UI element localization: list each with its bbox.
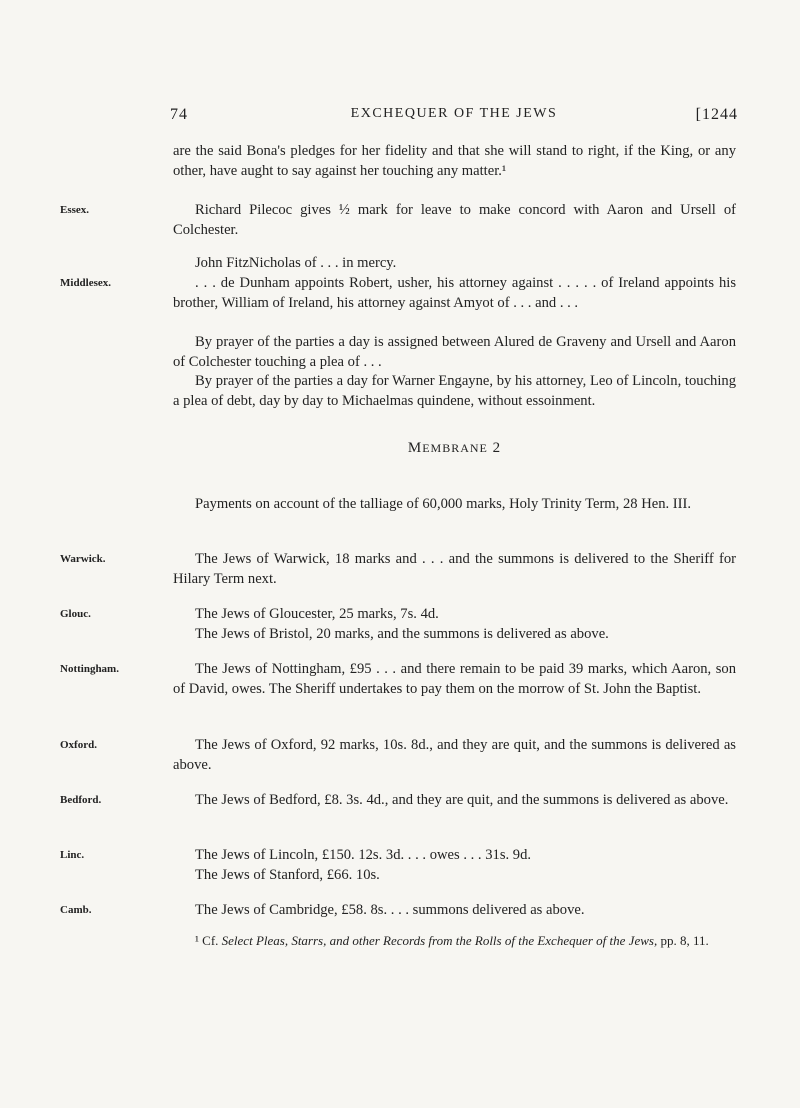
margin-note-linc: Linc. — [60, 849, 85, 861]
footnote-pages: pp. 8, 11. — [660, 933, 709, 948]
paragraph: The Jews of Cambridge, £58. 8s. . . . summons delivered as above. — [195, 902, 585, 918]
paragraph: The Jews of Stanford, £66. 10s. — [195, 867, 380, 883]
paragraph: . . . de Dunham appoints Robert, usher, his attorney against . . . . . of Ireland appoints his brother, William of Ireland, his attorney against Amyot of . . . and . . . — [173, 275, 736, 311]
paragraph: Payments on account of the talliage of 60,000 marks, Holy Trinity Term, 28 Hen. III. — [195, 496, 692, 512]
heading-number: 2 — [492, 440, 502, 456]
page-header — [170, 106, 738, 130]
paragraph: Richard Pilecoc gives ½ mark for leave to make concord with Aaron and Ursell of Colchester. — [173, 202, 736, 238]
margin-note-glouc: Glouc. — [60, 608, 91, 620]
year-marker: [1244 — [695, 106, 738, 123]
footnote — [173, 932, 736, 950]
section-heading — [173, 440, 736, 457]
running-title: EXCHEQUER OF THE JEWS — [350, 106, 558, 121]
footnote-mark: ¹ — [195, 933, 199, 948]
margin-note-essex: Essex. — [60, 204, 90, 216]
margin-note-camb: Camb. — [60, 904, 92, 916]
paragraph: The Jews of Bristol, 20 marks, and the summons is delivered as above. — [195, 626, 609, 642]
margin-note-warwick: Warwick. — [60, 553, 106, 565]
heading-rest: EMBRANE — [422, 441, 488, 455]
paragraph: By prayer of the parties a day for Warner Engayne, by his attorney, Leo of Lincoln, touching a plea of debt, day by day to Michaelmas quindene, without essoinment. — [173, 373, 736, 409]
paragraph: are the said Bona's pledges for her fidelity and that she will stand to right, if the King, or any other, have aught to say against her touching any matter.¹ — [173, 143, 736, 179]
paragraph: The Jews of Bedford, £8. 3s. 4d., and they are quit, and the summons is delivered as above. — [195, 792, 729, 808]
margin-note-middlesex: Middlesex. — [60, 277, 112, 289]
paragraph: The Jews of Gloucester, 25 marks, 7s. 4d. — [195, 606, 439, 622]
paragraph: By prayer of the parties a day is assigned between Alured de Graveny and Ursell and Aaron of Colchester touching a plea of . . . — [173, 334, 736, 370]
margin-note-bedford: Bedford. — [60, 794, 102, 806]
paragraph: John FitzNicholas of . . . in mercy. — [195, 255, 397, 271]
paragraph: The Jews of Lincoln, £150. 12s. 3d. . . . owes . . . 31s. 9d. — [195, 847, 532, 863]
footnote-cf: Cf. — [202, 933, 219, 948]
margin-note-oxford: Oxford. — [60, 739, 97, 751]
page-number: 74 — [170, 106, 188, 123]
footnote-title: Select Pleas, Starrs, and other Records from the Rolls of the Exchequer of the Jews, — [221, 933, 658, 948]
margin-note-nottingham: Nottingham. — [60, 663, 119, 675]
paragraph: The Jews of Oxford, 92 marks, 10s. 8d., and they are quit, and the summons is delivered as above. — [173, 737, 736, 773]
heading-initial: M — [407, 440, 423, 456]
paragraph: The Jews of Warwick, 18 marks and . . . and the summons is delivered to the Sheriff for Hilary Term next. — [173, 551, 736, 587]
paragraph: The Jews of Nottingham, £95 . . . and there remain to be paid 39 marks, which Aaron, son of David, owes. The Sheriff undertakes to pay them on the morrow of St. John the Baptist. — [173, 661, 736, 697]
